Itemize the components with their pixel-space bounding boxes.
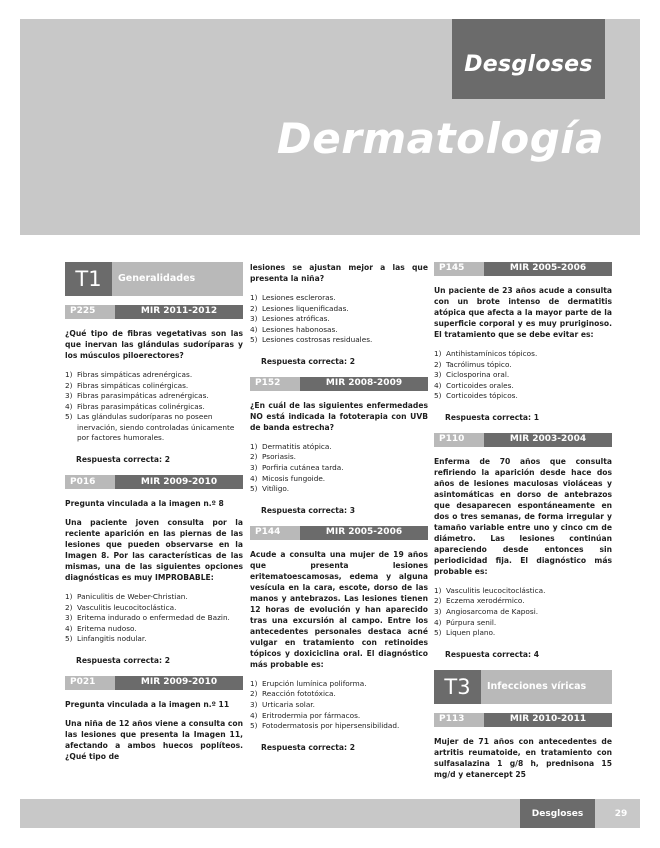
question-id: P016 <box>65 475 115 489</box>
question-header <box>434 713 612 727</box>
question-header <box>65 305 243 319</box>
option-item: 3) Porfiria cutánea tarda. <box>250 463 344 473</box>
option-item: 4) Eritrodermia por fármacos. <box>250 710 361 720</box>
option-item: 3) Lesiones atróficas. <box>250 314 330 324</box>
option-item: 1) Paniculitis de Weber-Christian. <box>65 592 188 602</box>
option-item: 2) Psoriasis. <box>250 452 296 462</box>
column-2 <box>250 262 428 763</box>
question-id: P113 <box>434 713 484 727</box>
correct-answer: Respuesta correcta: 2 <box>76 455 171 465</box>
linked-image-note: Pregunta vinculada a la imagen n.º 8 <box>65 499 224 509</box>
option-item: 4) Fibras parasimpáticas colinérgicas. <box>65 401 205 411</box>
option-item: 5) Fotodermatosis por hipersensibilidad. <box>250 721 400 731</box>
question-stem: Una niña de 12 años viene a consulta con las lesiones que presenta la Imagen 11, afectando a ambos huecos poplíteos. ¿Qué tipo de <box>65 718 243 761</box>
option-item: 4) Corticoides orales. <box>434 380 514 390</box>
option-item: 2) Eczema xerodérmico. <box>434 596 525 606</box>
section-tab: Desgloses <box>452 19 605 99</box>
option-item: 2) Fibras simpáticas colinérgicas. <box>65 380 189 390</box>
option-item: 5) Liquen plano. <box>434 628 496 638</box>
option-item: 1) Lesiones escleroras. <box>250 293 336 302</box>
correct-answer: Respuesta correcta: 3 <box>261 505 356 515</box>
option-list <box>65 592 243 645</box>
question-header <box>250 377 428 391</box>
question-header <box>65 475 243 489</box>
correct-answer: Respuesta correcta: 1 <box>445 412 540 422</box>
question-source: MIR 2009-2010 <box>115 475 243 489</box>
question-stem-continued: lesiones se ajustan mejor a las que presenta la niña? <box>250 263 428 283</box>
question-stem: ¿Qué tipo de fibras vegetativas son las que inervan las glándulas sudoríparas y los músculos piloerectores? <box>65 329 243 360</box>
topic-number: T1 <box>65 262 112 296</box>
option-item: 5) Linfangitis nodular. <box>65 634 147 644</box>
correct-answer: Respuesta correcta: 2 <box>261 742 356 752</box>
column-3 <box>434 262 612 789</box>
footer-label: Desgloses <box>520 799 595 828</box>
question-header <box>250 526 428 540</box>
correct-answer: Respuesta correcta: 2 <box>261 356 356 366</box>
option-item: 4) Eritema nudoso. <box>65 623 137 633</box>
option-list <box>250 442 428 495</box>
question-id: P152 <box>250 377 300 391</box>
option-list <box>250 679 428 732</box>
option-list <box>434 349 612 402</box>
option-item: 4) Micosis fungoide. <box>250 473 326 483</box>
question-source: MIR 2010-2011 <box>484 713 612 727</box>
question-id: P225 <box>65 305 115 319</box>
option-item: 2) Reacción fototóxica. <box>250 689 336 699</box>
option-item: 3) Fibras parasimpáticas adrenérgicas. <box>65 391 209 401</box>
option-item: 1) Dermatitis atópica. <box>250 441 332 451</box>
question-source: MIR 2003-2004 <box>484 433 612 447</box>
question-stem: Un paciente de 23 años acude a consulta con un brote intenso de dermatitis atópica que afecta a la mayor parte de la superficie corporal y es muy pruriginoso. El tratamiento que se debe evitar es: <box>434 286 612 339</box>
option-list <box>250 293 428 346</box>
topic-title: Infecciones víricas <box>481 670 612 704</box>
option-item: 5) Las glándulas sudoríparas no poseen inervación, siendo controladas únicamente por factores humorales. <box>65 412 235 443</box>
question-header <box>434 262 612 276</box>
question-id: P145 <box>434 262 484 276</box>
question-id: P021 <box>65 676 115 690</box>
question-source: MIR 2009-2010 <box>115 676 243 690</box>
option-list <box>434 586 612 639</box>
option-item: 5) Lesiones costrosas residuales. <box>250 335 373 345</box>
question-source: MIR 2011-2012 <box>115 305 243 319</box>
question-stem: Enferma de 70 años que consulta refiriendo la aparición desde hace dos años de lesiones maculosas violáceas y asintomáticas en dorso de antebrazos que desaparecen espontáneamente en dos o tres semanas, de forma irregular y tamaño variable entre uno y cinco cm de diámetro. Las lesiones continúan apareciendo desde entonces sin periodicidad fija. El diagnóstico más probable es: <box>434 456 612 576</box>
question-id: P110 <box>434 433 484 447</box>
option-item: 2) Vasculitis leucocitoclástica. <box>65 602 177 612</box>
question-header <box>65 676 243 690</box>
topic-title: Generalidades <box>112 262 243 296</box>
option-item: 2) Lesiones liquenificadas. <box>250 303 349 313</box>
page-title: Dermatología <box>276 114 604 163</box>
option-item: 2) Tacrólimus tópico. <box>434 359 512 369</box>
option-item: 1) Fibras simpáticas adrenérgicas. <box>65 370 193 379</box>
topic-header-t1 <box>65 262 243 296</box>
option-list <box>65 370 243 444</box>
correct-answer: Respuesta correcta: 2 <box>76 655 171 665</box>
question-source: MIR 2005-2006 <box>300 526 428 540</box>
option-item: 1) Erupción lumínica poliforma. <box>250 678 367 688</box>
option-item: 5) Vitíligo. <box>250 484 290 494</box>
option-item: 4) Lesiones habonosas. <box>250 324 338 334</box>
option-item: 5) Corticoides tópicos. <box>434 391 518 401</box>
question-source: MIR 2008-2009 <box>300 377 428 391</box>
topic-number: T3 <box>434 670 481 704</box>
option-item: 3) Urticaria solar. <box>250 699 315 709</box>
option-item: 1) Vasculitis leucocitoclástica. <box>434 585 546 595</box>
question-stem: Mujer de 71 años con antecedentes de artritis reumatoide, en tratamiento con sulfasalazina 1 g/8 h, prednisona 15 mg/d y etanercept 25 <box>434 736 612 779</box>
option-item: 3) Angiosarcoma de Kaposi. <box>434 607 539 617</box>
option-item: 3) Eritema indurado o enfermedad de Bazin. <box>65 613 230 623</box>
page-number: 29 <box>614 808 628 819</box>
question-source: MIR 2005-2006 <box>484 262 612 276</box>
linked-image-note: Pregunta vinculada a la imagen n.º 11 <box>65 699 230 709</box>
correct-answer: Respuesta correcta: 4 <box>445 649 540 659</box>
option-item: 4) Púrpura senil. <box>434 617 497 627</box>
option-item: 3) Ciclosporina oral. <box>434 370 510 380</box>
question-stem: ¿En cuál de las siguientes enfermedades NO está indicada la fototerapia con UVB de banda estrecha? <box>250 400 428 432</box>
option-item: 1) Antihistamínicos tópicos. <box>434 349 538 358</box>
question-header <box>434 433 612 447</box>
question-stem: Una paciente joven consulta por la reciente aparición en las piernas de las lesiones que pueden observarse en la Imagen 8. Por las características de las mismas, una de las siguientes opciones diagnósticas es muy IMPROBABLE: <box>65 518 243 583</box>
question-id: P144 <box>250 526 300 540</box>
column-1 <box>65 262 243 771</box>
question-stem: Acude a consulta una mujer de 19 años que presenta lesiones eritematoescamosas, edema y alguna vesícula en la cara, escote, dorso de las manos y antebrazos. Las lesiones tienen 12 horas de evolución y han aparecido tras una excursión al campo. Entre los antecedentes personales destaca acné vulgar en tratamiento con retinoides tópicos y doxiciclina oral. El diagnóstico más probable es: <box>250 549 428 669</box>
topic-header-t3 <box>434 670 612 704</box>
